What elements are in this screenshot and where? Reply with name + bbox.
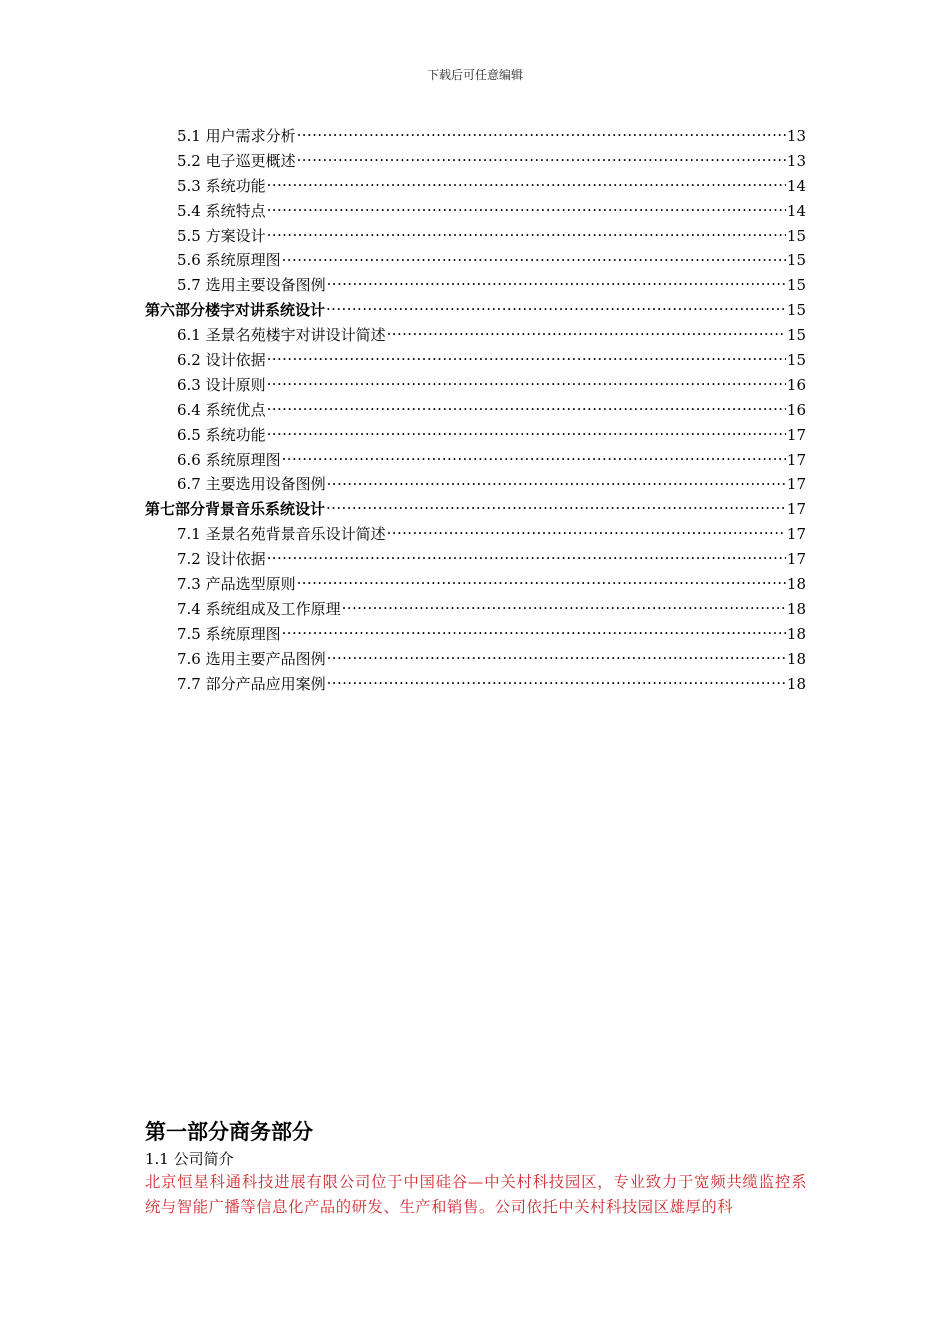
toc-dot-leader [387, 524, 786, 539]
toc-entry-title: 5.2 电子巡更概述 [177, 151, 296, 170]
toc-entry[interactable] [145, 572, 806, 597]
toc-dot-leader [297, 126, 786, 141]
toc-entry[interactable] [145, 672, 806, 697]
toc-page-number: 17 [786, 425, 806, 444]
toc-entry-title: 7.1 圣景名苑背景音乐设计简述 [177, 525, 386, 544]
toc-entry-title: 6.2 设计依据 [177, 351, 266, 370]
toc-entry[interactable] [145, 199, 806, 224]
toc-dot-leader [327, 649, 786, 664]
section-subtitle: 1.1 公司简介 [145, 1150, 234, 1168]
toc-page-number: 13 [786, 127, 806, 145]
toc-dot-leader [267, 350, 786, 365]
toc-dot-leader [342, 599, 786, 614]
toc-entry[interactable] [145, 472, 806, 497]
toc-entry-title: 7.7 部分产品应用案例 [177, 674, 326, 693]
toc-entry[interactable] [145, 248, 806, 273]
toc-entry[interactable] [145, 273, 806, 298]
toc-entry-title: 7.6 选用主要产品图例 [177, 649, 326, 668]
toc-page-number: 15 [786, 326, 806, 345]
toc-dot-leader [327, 275, 786, 290]
toc-entry[interactable] [145, 522, 806, 547]
toc-dot-leader [326, 300, 786, 315]
toc-dot-leader [267, 226, 786, 241]
toc-page-number: 14 [786, 176, 806, 195]
toc-entry-title: 6.5 系统功能 [177, 425, 266, 444]
toc-entry-title: 5.5 方案设计 [177, 226, 266, 245]
toc-dot-leader [327, 474, 786, 489]
toc-page-number: 18 [786, 674, 806, 693]
toc-entry[interactable] [145, 373, 806, 398]
toc-entry[interactable] [145, 622, 806, 647]
section-body-text: 北京恒星科通科技进展有限公司位于中国硅谷—中关村科技园区，专业致力于宽频共缆监控系统与智能广播等信息化产品的研发、生产和销售。公司依托中关村科技园区雄厚的科 [145, 1173, 807, 1216]
toc-part-entry[interactable] [145, 497, 806, 522]
toc-entry[interactable] [145, 124, 806, 149]
toc-entry-title: 7.2 设计依据 [177, 550, 266, 569]
toc-dot-leader [327, 674, 786, 689]
toc-entry-title: 5.1 用户需求分析 [177, 127, 296, 145]
toc-entry[interactable] [145, 547, 806, 572]
toc-page-number: 16 [786, 400, 806, 419]
toc-dot-leader [267, 400, 786, 415]
toc-entry-title: 6.6 系统原理图 [177, 450, 281, 469]
toc-page-number: 15 [786, 251, 806, 270]
toc-page-number: 14 [786, 201, 806, 220]
toc-page-number: 15 [786, 226, 806, 245]
toc-dot-leader [282, 250, 786, 265]
toc-entry[interactable] [145, 448, 806, 473]
toc-page-number: 17 [786, 500, 806, 519]
toc-entry[interactable] [145, 647, 806, 672]
toc-dot-leader [297, 574, 786, 589]
toc-entry[interactable] [145, 597, 806, 622]
toc-page-number: 18 [786, 649, 806, 668]
toc-dot-leader [387, 325, 786, 340]
toc-dot-leader [282, 624, 786, 639]
toc-entry-title: 7.5 系统原理图 [177, 624, 281, 643]
toc-entry-title: 6.4 系统优点 [177, 400, 266, 419]
toc-entry-title: 7.4 系统组成及工作原理 [177, 599, 341, 618]
toc-entry-title: 6.1 圣景名苑楼宇对讲设计简述 [177, 326, 386, 345]
toc-dot-leader [282, 450, 786, 465]
toc-page-number: 16 [786, 375, 806, 394]
toc-entry[interactable] [145, 423, 806, 448]
toc-entry-title: 5.3 系统功能 [177, 176, 266, 195]
toc-page-number: 13 [786, 151, 806, 170]
toc-dot-leader [267, 176, 786, 191]
toc-entry[interactable] [145, 149, 806, 174]
toc-entry[interactable] [145, 224, 806, 249]
toc-entry-title: 6.3 设计原则 [177, 375, 266, 394]
toc-entry[interactable] [145, 348, 806, 373]
toc-entry-title: 第六部分楼宇对讲系统设计 [145, 301, 326, 320]
toc-page-number: 18 [786, 575, 806, 594]
toc-part-entry[interactable] [145, 298, 806, 323]
table-of-contents [145, 124, 806, 696]
toc-entry-title: 5.6 系统原理图 [177, 251, 281, 270]
toc-entry-title: 5.4 系统特点 [177, 201, 266, 220]
toc-page-number: 17 [786, 475, 806, 494]
page-header: 下载后可任意编辑 [426, 68, 523, 82]
toc-page-number: 18 [786, 624, 806, 643]
toc-dot-leader [267, 375, 786, 390]
toc-page-number: 15 [786, 301, 806, 320]
toc-page-number: 18 [786, 599, 806, 618]
toc-dot-leader [297, 151, 786, 166]
section-title: 第一部分商务部分 [145, 1120, 313, 1144]
toc-entry-title: 7.3 产品选型原则 [177, 575, 296, 594]
toc-entry-title: 第七部分背景音乐系统设计 [145, 500, 326, 519]
toc-page-number: 15 [786, 351, 806, 370]
toc-dot-leader [267, 549, 786, 564]
toc-page-number: 15 [786, 276, 806, 295]
toc-dot-leader [326, 499, 786, 514]
toc-dot-leader [267, 201, 786, 216]
toc-page-number: 17 [786, 550, 806, 569]
toc-page-number: 17 [786, 525, 806, 544]
toc-page-number: 17 [786, 450, 806, 469]
toc-entry-title: 5.7 选用主要设备图例 [177, 276, 326, 295]
toc-entry[interactable] [145, 174, 806, 199]
toc-dot-leader [267, 425, 786, 440]
toc-entry-title: 6.7 主要选用设备图例 [177, 475, 326, 494]
toc-entry[interactable] [145, 398, 806, 423]
toc-entry[interactable] [145, 323, 806, 348]
